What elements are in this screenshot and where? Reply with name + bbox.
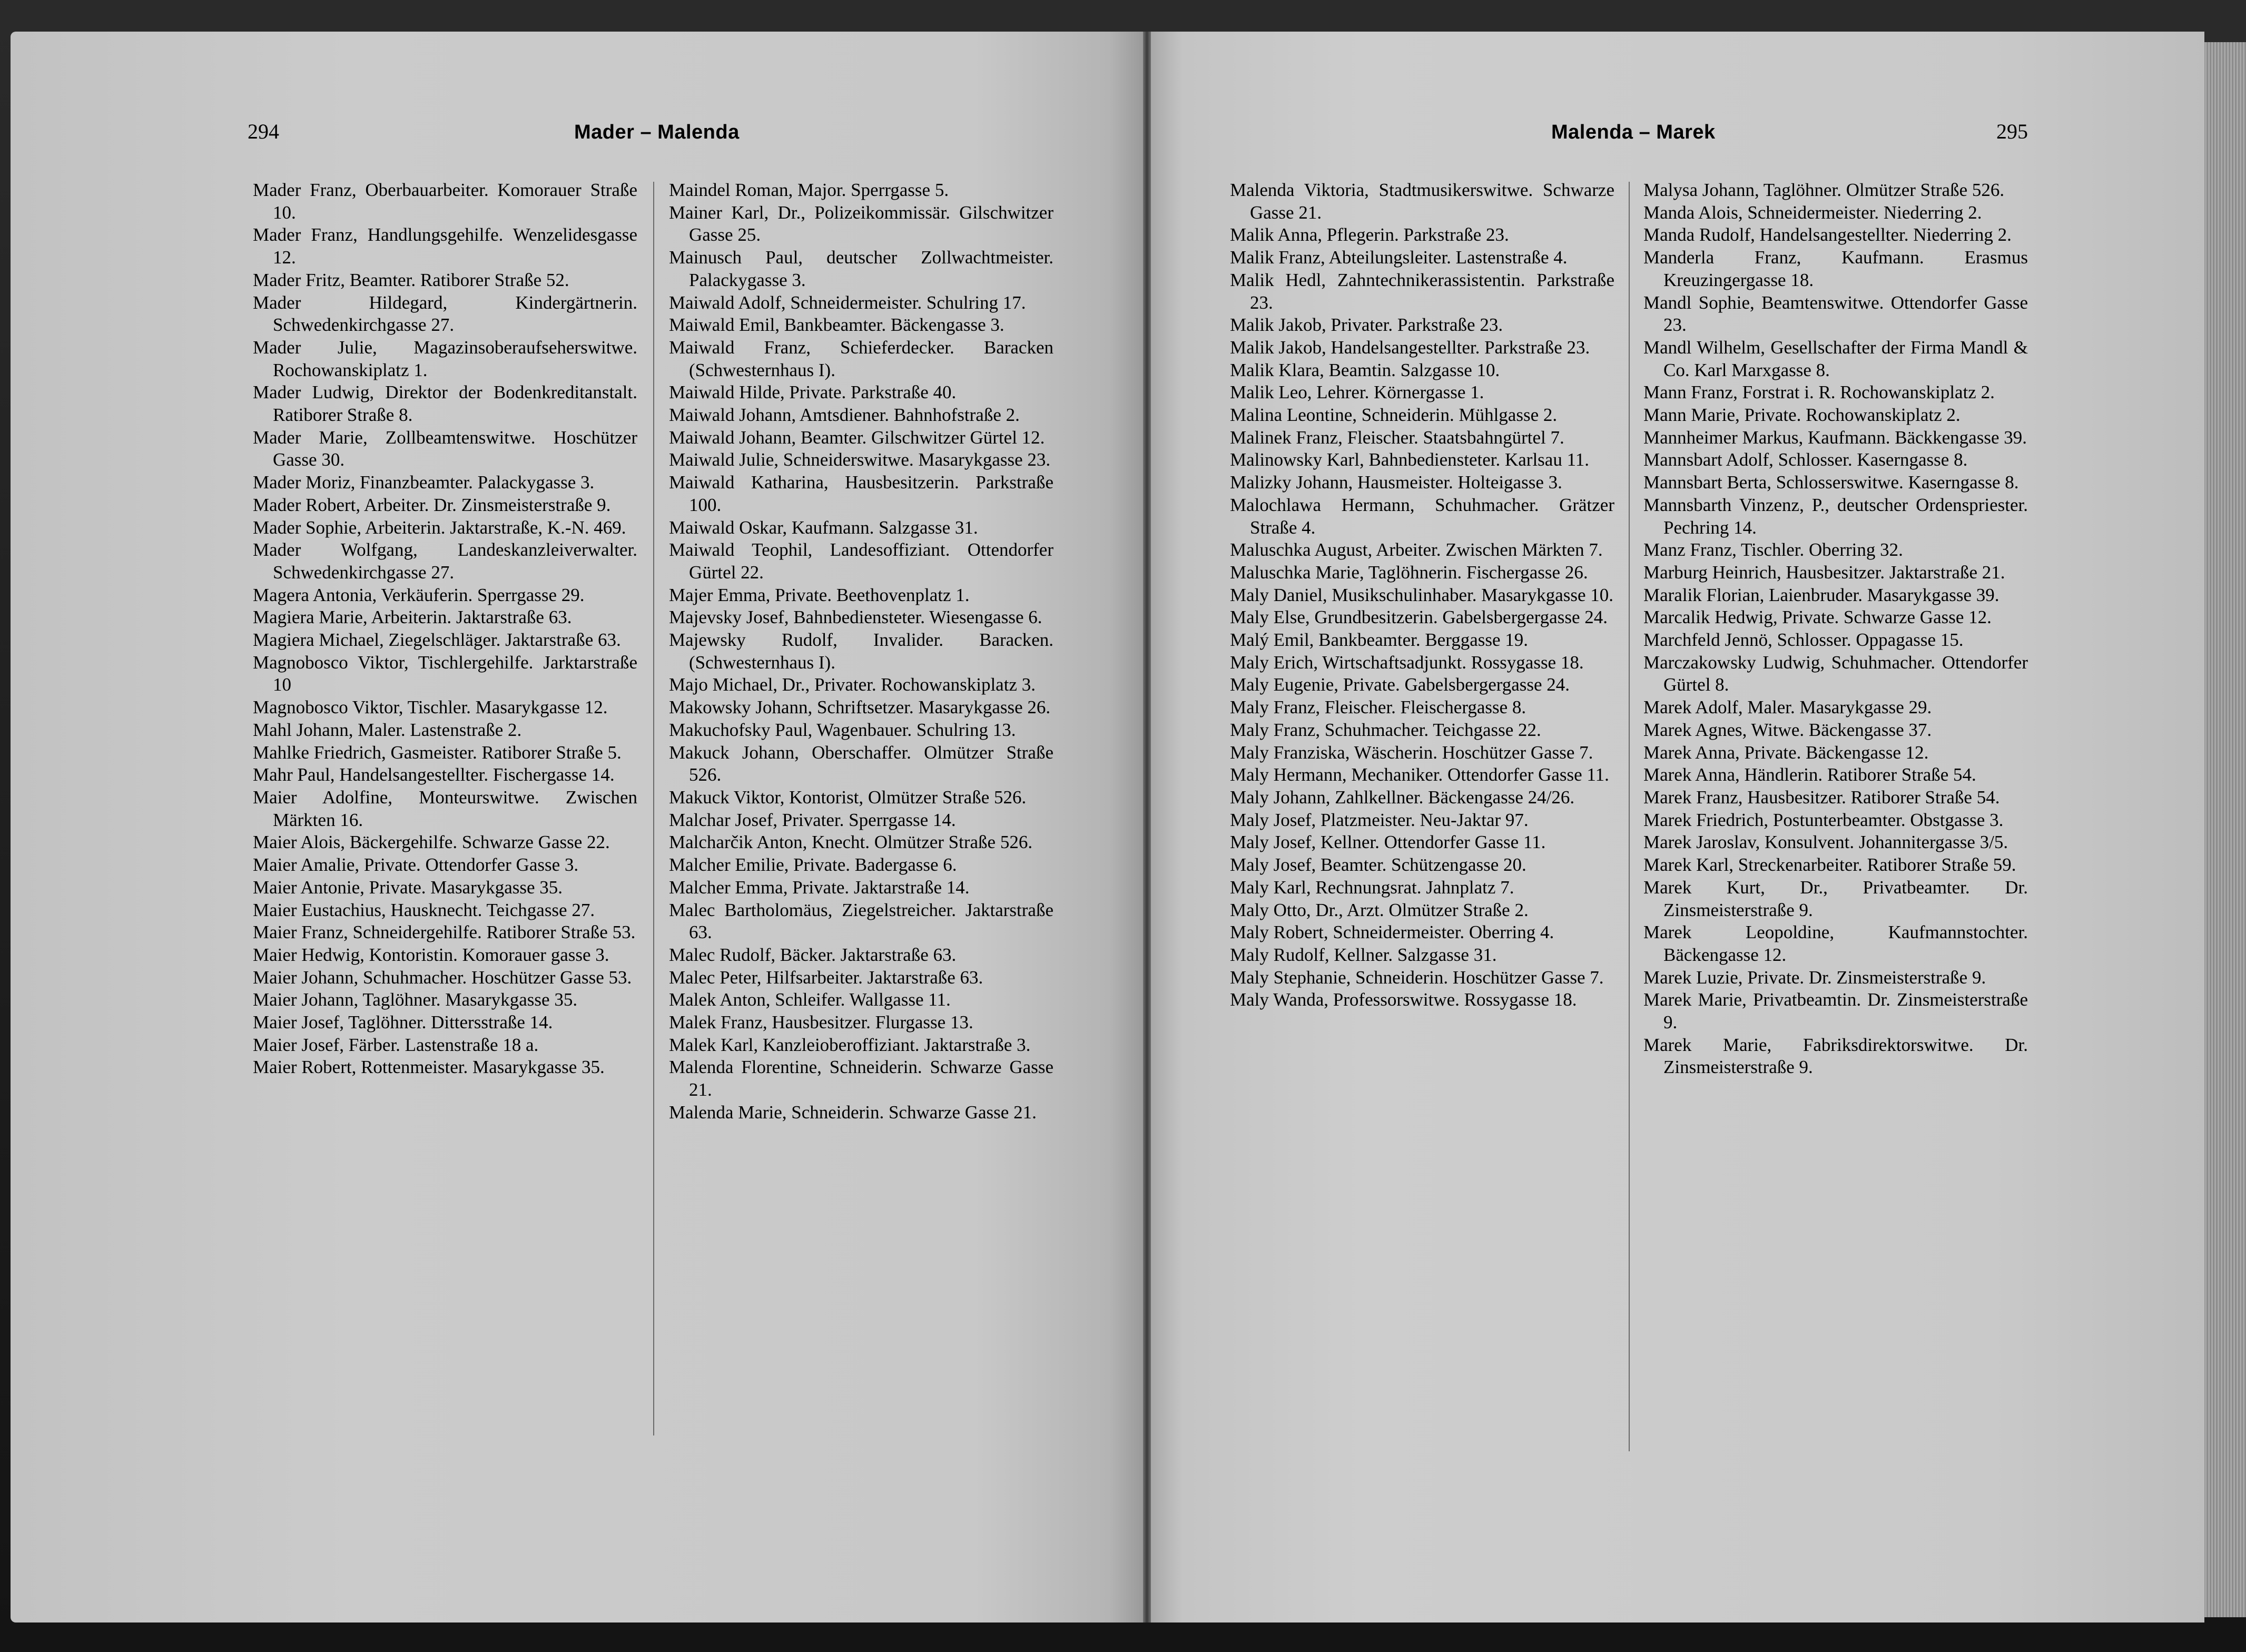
directory-entry: Manda Rudolf, Handelsangestellter. Niederring 2.	[1643, 224, 2012, 245]
directory-entry: Marek Luzie, Private. Dr. Zinsmeisterstraße 9.	[1643, 967, 1986, 988]
directory-entry: Maier Robert, Rottenmeister. Masarykgasse 35.	[253, 1057, 605, 1078]
directory-entry: Malochlawa Hermann, Schuhmacher. Grätzer Straße 4.	[1230, 494, 1614, 538]
directory-entry: Maly Erich, Wirtschaftsadjunkt. Rossygasse 18.	[1230, 652, 1584, 673]
directory-entry: Malik Anna, Pflegerin. Parkstraße 23.	[1230, 224, 1509, 245]
directory-entry: Maiwald Katharina, Hausbesitzerin. Parkstraße 100.	[669, 472, 1053, 515]
directory-entry: Maier Hedwig, Kontoristin. Komorauer gasse 3.	[253, 944, 609, 965]
directory-entry: Maiwald Hilde, Private. Parkstraße 40.	[669, 382, 957, 403]
directory-entry: Maier Josef, Taglöhner. Dittersstraße 14.	[253, 1012, 553, 1033]
directory-entry: Malenda Viktoria, Stadtmusikerswitwe. Schwarze Gasse 21.	[1230, 180, 1614, 223]
directory-entry: Maiwald Johann, Beamter. Gilschwitzer Gürtel 12.	[669, 427, 1045, 448]
directory-entry: Mandl Sophie, Beamtenswitwe. Ottendorfer Gasse 23.	[1643, 292, 2028, 336]
directory-entry: Maly Josef, Kellner. Ottendorfer Gasse 11.	[1230, 832, 1546, 853]
directory-entry: Malcher Emilie, Private. Badergasse 6.	[669, 854, 957, 876]
directory-entry: Malec Bartholomäus, Ziegelstreicher. Jaktarstraße 63.	[669, 899, 1053, 943]
directory-entry: Makowsky Johann, Schriftsetzer. Masarykgasse 26.	[669, 697, 1051, 718]
directory-entry: Marchfeld Jennö, Schlosser. Oppagasse 15.	[1643, 630, 1964, 651]
directory-entry: Maly Johann, Zahlkellner. Bäckengasse 24/26.	[1230, 786, 1575, 808]
directory-entry: Maly Robert, Schneidermeister. Oberring 4.	[1230, 922, 1554, 943]
directory-entry: Malik Klara, Beamtin. Salzgasse 10.	[1230, 359, 1500, 380]
directory-entry: Maier Franz, Schneidergehilfe. Ratiborer Straße 53.	[253, 922, 636, 943]
directory-entry: Maindel Roman, Major. Sperrgasse 5.	[669, 180, 949, 200]
directory-entry: Malcharčik Anton, Knecht. Olmützer Straße 526.	[669, 832, 1033, 853]
directory-entry: Maly Karl, Rechnungsrat. Jahnplatz 7.	[1230, 877, 1514, 898]
directory-entry: Manderla Franz, Kaufmann. Erasmus Kreuzingergasse 18.	[1643, 247, 2028, 290]
directory-entry: Marek Friedrich, Postunterbeamter. Obstgasse 3.	[1643, 809, 2004, 830]
directory-entry: Makuchofsky Paul, Wagenbauer. Schulring 13.	[669, 719, 1016, 740]
directory-entry: Majevsky Josef, Bahnbediensteter. Wiesengasse 6.	[669, 607, 1042, 628]
directory-entry: Malik Leo, Lehrer. Körnergasse 1.	[1230, 382, 1484, 403]
directory-entry: Maiwald Julie, Schneiderswitwe. Masarykgasse 23.	[669, 449, 1051, 470]
left-page-header: Mader – Malenda	[574, 121, 740, 143]
directory-entry: Marek Marie, Privatbeamtin. Dr. Zinsmeisterstraße 9.	[1643, 989, 2028, 1033]
directory-entry: Maly Eugenie, Private. Gabelsbergergasse 24.	[1230, 674, 1570, 695]
directory-entry: Mader Moriz, Finanzbeamter. Palackygasse 3.	[253, 472, 595, 493]
directory-entry: Manz Franz, Tischler. Oberring 32.	[1643, 539, 1903, 560]
right-page-number: 295	[1996, 120, 2028, 143]
directory-entry: Maralik Florian, Laienbruder. Masarykgasse 39.	[1643, 584, 1999, 605]
directory-entry: Maly Wanda, Professorswitwe. Rossygasse 18.	[1230, 989, 1577, 1010]
directory-entry: Mader Franz, Oberbauarbeiter. Komorauer Straße 10.	[253, 180, 637, 223]
directory-entry: Marek Marie, Fabriksdirektorswitwe. Dr. Zinsmeisterstraße 9.	[1643, 1034, 2028, 1078]
directory-entry: Maier Eustachius, Hausknecht. Teichgasse 27.	[253, 899, 595, 920]
directory-entry: Malec Rudolf, Bäcker. Jaktarstraße 63.	[669, 944, 957, 965]
directory-entry: Maier Adolfine, Monteurswitwe. Zwischen Märkten 16.	[253, 786, 637, 830]
directory-entry: Maly Daniel, Musikschulinhaber. Masarykgasse 10.	[1230, 584, 1614, 605]
directory-entry: Malek Anton, Schleifer. Wallgasse 11.	[669, 989, 951, 1010]
directory-entry: Maluschka Marie, Taglöhnerin. Fischergasse 26.	[1230, 562, 1588, 583]
directory-entry: Majer Emma, Private. Beethovenplatz 1.	[669, 584, 970, 605]
directory-entry: Maier Johann, Taglöhner. Masarykgasse 35.	[253, 989, 578, 1010]
directory-entry: Malchar Josef, Privater. Sperrgasse 14.	[669, 809, 956, 830]
directory-entry: Malik Hedl, Zahntechnikerassistentin. Parkstraße 23.	[1230, 269, 1614, 313]
directory-entry: Magiera Michael, Ziegelschläger. Jaktarstraße 63.	[253, 630, 621, 651]
directory-entry: Maier Alois, Bäckergehilfe. Schwarze Gasse 22.	[253, 832, 610, 853]
directory-entry: Marek Adolf, Maler. Masarykgasse 29.	[1643, 697, 1932, 718]
directory-entry: Maiwald Johann, Amtsdiener. Bahnhofstraße 2.	[669, 405, 1020, 426]
directory-entry: Maly Franz, Schuhmacher. Teichgasse 22.	[1230, 719, 1541, 740]
directory-entry: Makuck Viktor, Kontorist, Olmützer Straße 526.	[669, 786, 1027, 808]
directory-entry: Mannsbart Berta, Schlosserswitwe. Kaserngasse 8.	[1643, 472, 2019, 493]
directory-entry: Mahlke Friedrich, Gasmeister. Ratiborer Straße 5.	[253, 742, 622, 763]
directory-entry: Marcalik Hedwig, Private. Schwarze Gasse 12.	[1643, 607, 1992, 628]
directory-entry: Malý Emil, Bankbeamter. Berggasse 19.	[1230, 630, 1529, 651]
directory-entry: Maly Hermann, Mechaniker. Ottendorfer Gasse 11.	[1230, 764, 1609, 785]
directory-entry: Marek Agnes, Witwe. Bäckengasse 37.	[1643, 719, 1932, 740]
directory-entry: Mader Hildegard, Kindergärtnerin. Schwedenkirchgasse 27.	[253, 292, 637, 336]
directory-entry: Malek Karl, Kanzleioberoffiziant. Jaktarstraße 3.	[669, 1034, 1031, 1055]
directory-entry: Mainer Karl, Dr., Polizeikommissär. Gilschwitzer Gasse 25.	[669, 202, 1053, 245]
page-edges	[2204, 42, 2246, 1617]
directory-entry: Malysa Johann, Taglöhner. Olmützer Straße 526.	[1643, 180, 2005, 200]
directory-entry: Maiwald Oskar, Kaufmann. Salzgasse 31.	[669, 517, 978, 538]
right-page-column-2	[1643, 179, 2028, 1079]
directory-entry: Malina Leontine, Schneiderin. Mühlgasse 2.	[1230, 405, 1558, 426]
directory-entry: Malenda Marie, Schneiderin. Schwarze Gasse 21.	[669, 1102, 1037, 1123]
directory-entry: Malizky Johann, Hausmeister. Holteigasse 3.	[1230, 472, 1562, 493]
directory-entry: Magnobosco Viktor, Tischler. Masarykgasse 12.	[253, 697, 608, 718]
directory-entry: Maly Otto, Dr., Arzt. Olmützer Straße 2.	[1230, 899, 1529, 920]
directory-entry: Marek Anna, Händlerin. Ratiborer Straße 54.	[1643, 764, 1976, 785]
directory-entry: Marek Leopoldine, Kaufmannstochter. Bäckengasse 12.	[1643, 922, 2028, 965]
directory-entry: Mahr Paul, Handelsangestellter. Fischergasse 14.	[253, 764, 615, 785]
left-page-number: 294	[248, 120, 279, 143]
directory-entry: Malenda Florentine, Schneiderin. Schwarze Gasse 21.	[669, 1057, 1053, 1100]
left-page-column-2	[669, 179, 1053, 1124]
directory-entry: Mann Franz, Forstrat i. R. Rochowanskiplatz 2.	[1643, 382, 1995, 403]
right-page-column-1	[1230, 179, 1614, 1011]
column-divider	[1629, 182, 1630, 1451]
directory-entry: Mann Marie, Private. Rochowanskiplatz 2.	[1643, 405, 1961, 426]
directory-entry: Marek Jaroslav, Konsulvent. Johannitergasse 3/5.	[1643, 832, 2008, 853]
directory-entry: Malek Franz, Hausbesitzer. Flurgasse 13.	[669, 1012, 973, 1033]
directory-entry: Maly Josef, Beamter. Schützengasse 20.	[1230, 854, 1526, 876]
directory-entry: Maiwald Adolf, Schneidermeister. Schulring 17.	[669, 292, 1026, 313]
directory-entry: Malcher Emma, Private. Jaktarstraße 14.	[669, 877, 970, 898]
directory-entry: Mandl Wilhelm, Gesellschafter der Firma Mandl & Co. Karl Marxgasse 8.	[1643, 337, 2028, 380]
directory-entry: Mader Robert, Arbeiter. Dr. Zinsmeisterstraße 9.	[253, 494, 611, 515]
directory-entry: Maly Josef, Platzmeister. Neu-Jaktar 97.	[1230, 809, 1529, 830]
right-page-header: Malenda – Marek	[1551, 121, 1716, 143]
directory-entry: Mannsbart Adolf, Schlosser. Kaserngasse 8.	[1643, 449, 1968, 470]
directory-entry: Malik Franz, Abteilungsleiter. Lastenstraße 4.	[1230, 247, 1568, 268]
directory-entry: Mader Julie, Magazinsoberaufseherswitwe. Rochowanskiplatz 1.	[253, 337, 637, 380]
directory-entry: Marek Kurt, Dr., Privatbeamter. Dr. Zinsmeisterstraße 9.	[1643, 877, 2028, 920]
directory-entry: Maly Stephanie, Schneiderin. Hoschützer Gasse 7.	[1230, 967, 1604, 988]
directory-entry: Magnobosco Viktor, Tischlergehilfe. Jarktarstraße 10	[253, 652, 637, 695]
directory-entry: Mannheimer Markus, Kaufmann. Bäckkengasse 39.	[1643, 427, 2027, 448]
directory-entry: Marek Anna, Private. Bäckengasse 12.	[1643, 742, 1929, 763]
directory-entry: Mainusch Paul, deutscher Zollwachtmeister. Palackygasse 3.	[669, 247, 1053, 290]
directory-entry: Maly Rudolf, Kellner. Salzgasse 31.	[1230, 944, 1497, 965]
directory-entry: Mahl Johann, Maler. Lastenstraße 2.	[253, 719, 522, 740]
directory-entry: Mader Marie, Zollbeamtenswitwe. Hoschützer Gasse 30.	[253, 427, 637, 470]
directory-entry: Malinek Franz, Fleischer. Staatsbahngürtel 7.	[1230, 427, 1564, 448]
left-page-column-1	[253, 179, 637, 1079]
directory-entry: Magera Antonia, Verkäuferin. Sperrgasse 29.	[253, 584, 585, 605]
directory-entry: Mannsbarth Vinzenz, P., deutscher Ordenspriester. Pechring 14.	[1643, 494, 2028, 538]
directory-entry: Mader Wolfgang, Landeskanzleiverwalter. Schwedenkirchgasse 27.	[253, 539, 637, 583]
directory-entry: Maiwald Emil, Bankbeamter. Bäckengasse 3.	[669, 314, 1004, 336]
directory-entry: Makuck Johann, Oberschaffer. Olmützer Straße 526.	[669, 742, 1053, 785]
directory-entry: Maiwald Franz, Schieferdecker. Baracken (Schwesternhaus I).	[669, 337, 1053, 380]
directory-entry: Malinowsky Karl, Bahnbediensteter. Karlsau 11.	[1230, 449, 1590, 470]
directory-entry: Majo Michael, Dr., Privater. Rochowanskiplatz 3.	[669, 674, 1036, 695]
directory-entry: Maier Johann, Schuhmacher. Hoschützer Gasse 53.	[253, 967, 632, 988]
directory-entry: Marburg Heinrich, Hausbesitzer. Jaktarstraße 21.	[1643, 562, 2005, 583]
directory-entry: Mader Franz, Handlungsgehilfe. Wenzelidesgasse 12.	[253, 224, 637, 268]
directory-entry: Mader Ludwig, Direktor der Bodenkreditanstalt. Ratiborer Straße 8.	[253, 382, 637, 426]
directory-entry: Maier Antonie, Private. Masarykgasse 35.	[253, 877, 563, 898]
directory-entry: Magiera Marie, Arbeiterin. Jaktarstraße 63.	[253, 607, 572, 628]
directory-entry: Maier Josef, Färber. Lastenstraße 18 a.	[253, 1034, 539, 1055]
directory-entry: Marek Franz, Hausbesitzer. Ratiborer Straße 54.	[1643, 786, 2000, 808]
directory-entry: Maier Amalie, Private. Ottendorfer Gasse 3.	[253, 854, 579, 876]
directory-entry: Malik Jakob, Privater. Parkstraße 23.	[1230, 314, 1503, 336]
directory-entry: Maly Franz, Fleischer. Fleischergasse 8.	[1230, 697, 1526, 718]
directory-entry: Maly Franziska, Wäscherin. Hoschützer Gasse 7.	[1230, 742, 1593, 763]
column-divider	[653, 182, 654, 1435]
directory-entry: Malec Peter, Hilfsarbeiter. Jaktarstraße 63.	[669, 967, 983, 988]
directory-entry: Maiwald Teophil, Landesoffiziant. Ottendorfer Gürtel 22.	[669, 539, 1053, 583]
directory-entry: Manda Alois, Schneidermeister. Niederring 2.	[1643, 202, 1982, 223]
directory-entry: Mader Sophie, Arbeiterin. Jaktarstraße, K.-N. 469.	[253, 517, 626, 538]
directory-entry: Marczakowsky Ludwig, Schuhmacher. Ottendorfer Gürtel 8.	[1643, 652, 2028, 695]
directory-entry: Majewsky Rudolf, Invalider. Baracken. (Schwesternhaus I).	[669, 630, 1053, 673]
directory-entry: Malik Jakob, Handelsangestellter. Parkstraße 23.	[1230, 337, 1590, 358]
directory-entry: Maly Else, Grundbesitzerin. Gabelsbergergasse 24.	[1230, 607, 1608, 628]
directory-entry: Marek Karl, Streckenarbeiter. Ratiborer Straße 59.	[1643, 854, 2016, 876]
directory-entry: Mader Fritz, Beamter. Ratiborer Straße 52.	[253, 269, 569, 290]
book-gutter	[1143, 32, 1151, 1622]
directory-entry: Maluschka August, Arbeiter. Zwischen Märkten 7.	[1230, 539, 1603, 560]
